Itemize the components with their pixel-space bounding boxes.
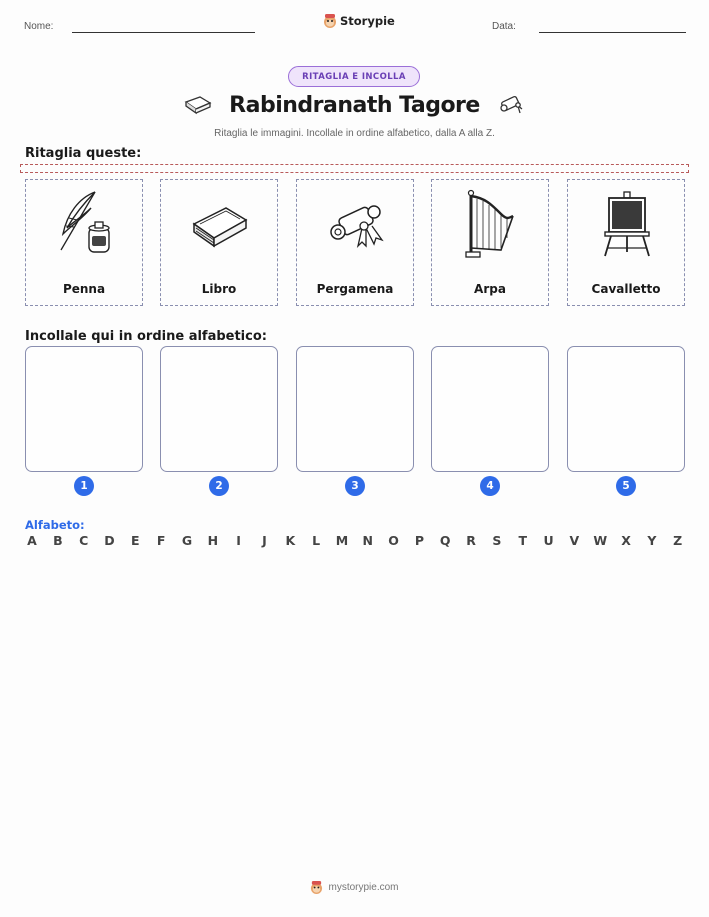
- alphabet-letter: G: [181, 533, 193, 548]
- cut-card-libro[interactable]: [160, 179, 278, 306]
- alphabet-letter: Q: [439, 533, 451, 548]
- alphabet-row: [25, 533, 685, 548]
- number-badge-1: 1: [74, 476, 94, 496]
- scroll-icon: [496, 93, 528, 117]
- alphabet-letter: R: [466, 533, 476, 548]
- date-field[interactable]: [539, 32, 686, 33]
- paste-box-2[interactable]: [160, 346, 278, 472]
- alphabet-letter: M: [335, 533, 349, 548]
- alphabet-letter: U: [543, 533, 554, 548]
- storypie-mascot-icon: [323, 13, 337, 29]
- cut-section-label: Ritaglia queste:: [25, 146, 142, 161]
- easel-icon: [597, 188, 657, 260]
- storypie-mascot-icon: [310, 880, 323, 895]
- alphabet-letter: C: [79, 533, 89, 548]
- alphabet-letter: V: [569, 533, 580, 548]
- cut-card-pergamena[interactable]: [296, 179, 414, 306]
- number-badge-5: 5: [616, 476, 636, 496]
- paste-box-5[interactable]: [567, 346, 685, 472]
- paste-box-1[interactable]: [25, 346, 143, 472]
- card-label: Libro: [201, 282, 237, 296]
- alphabet-letter: H: [207, 533, 219, 548]
- alphabet-letter: W: [593, 533, 608, 548]
- alphabet-letter: E: [131, 533, 140, 548]
- alphabet-letter: F: [156, 533, 166, 548]
- alphabet-letter: A: [27, 533, 37, 548]
- paste-section-label: Incollale qui in ordine alfabetico:: [25, 329, 267, 344]
- harp-icon: [461, 188, 521, 260]
- card-label: Penna: [62, 282, 106, 296]
- alphabet-letter: S: [492, 533, 502, 548]
- cut-card-cavalletto[interactable]: [567, 179, 685, 306]
- card-label: Cavalletto: [591, 282, 661, 296]
- cut-line: [20, 164, 689, 173]
- paste-box-4[interactable]: [431, 346, 549, 472]
- cut-card-penna[interactable]: [25, 179, 143, 306]
- alphabet-letter: N: [362, 533, 373, 548]
- alphabet-letter: D: [104, 533, 115, 548]
- cut-card-arpa[interactable]: [431, 179, 549, 306]
- alphabet-letter: Y: [647, 533, 657, 548]
- date-label: Data:: [492, 21, 516, 32]
- alphabet-letter: J: [262, 533, 267, 548]
- alphabet-letter: I: [236, 533, 241, 548]
- name-field[interactable]: [72, 32, 255, 33]
- scroll-icon: [326, 188, 386, 260]
- activity-badge: RITAGLIA E INCOLLA: [288, 66, 420, 87]
- alphabet-letter: X: [621, 533, 631, 548]
- card-label: Arpa: [474, 282, 506, 296]
- paste-box-3[interactable]: [296, 346, 414, 472]
- alphabet-letter: B: [53, 533, 63, 548]
- alphabet-letter: O: [388, 533, 399, 548]
- card-label: Pergamena: [316, 282, 394, 296]
- book-icon: [190, 188, 250, 260]
- brand-logo: [323, 13, 395, 29]
- alphabet-letter: Z: [673, 533, 683, 548]
- brand-name: Storypie: [340, 14, 395, 28]
- alphabet-letter: L: [312, 533, 321, 548]
- footer: [0, 880, 709, 895]
- number-badge-4: 4: [480, 476, 500, 496]
- number-badge-3: 3: [345, 476, 365, 496]
- alphabet-letter: T: [518, 533, 527, 548]
- alphabet-letter: P: [414, 533, 424, 548]
- footer-url[interactable]: mystorypie.com: [328, 882, 399, 893]
- quill-ink-icon: [55, 188, 115, 260]
- instructions: Ritaglia le immagini. Incollale in ordine alfabetico, dalla A alla Z.: [214, 128, 495, 139]
- number-badge-2: 2: [209, 476, 229, 496]
- alphabet-letter: K: [285, 533, 296, 548]
- name-label: Nome:: [24, 21, 54, 32]
- alphabet-label: Alfabeto:: [25, 518, 85, 532]
- page-title: Rabindranath Tagore: [229, 93, 480, 118]
